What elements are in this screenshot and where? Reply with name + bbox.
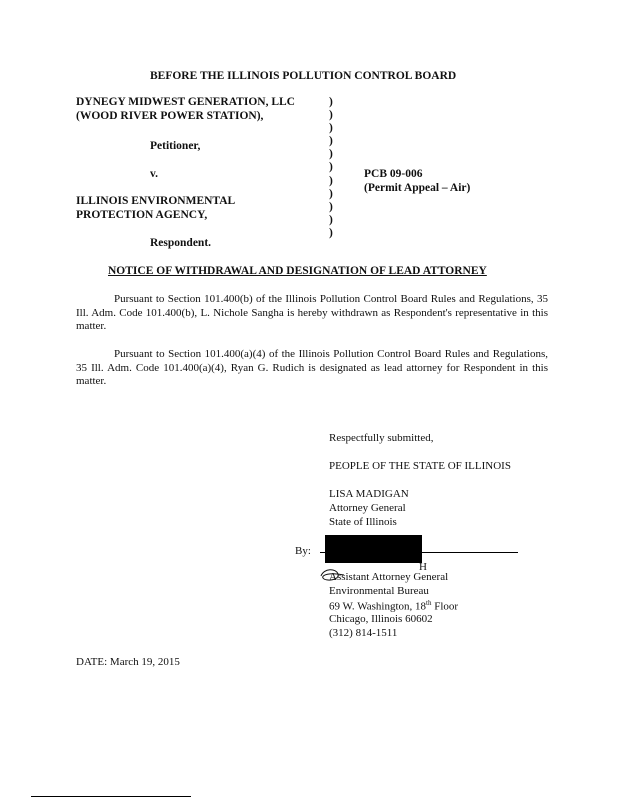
petitioner-name-line1: DYNEGY MIDWEST GENERATION, LLC [76, 96, 295, 108]
address-city: Chicago, Illinois 60602 [329, 613, 433, 625]
respondent-name-line1: ILLINOIS ENVIRONMENTAL [76, 195, 236, 207]
paren: ) [329, 226, 333, 239]
attorney-general-title: Attorney General [329, 502, 406, 514]
paren: ) [329, 161, 333, 174]
case-type: (Permit Appeal – Air) [364, 182, 471, 194]
paren: ) [329, 200, 333, 213]
signature-redaction [325, 535, 422, 563]
paren: ) [329, 96, 333, 108]
party-name: PEOPLE OF THE STATE OF ILLINOIS [329, 460, 511, 472]
paren: ) [329, 187, 333, 200]
caption-parentheses [329, 96, 333, 240]
attorney-general-state: State of Illinois [329, 516, 397, 528]
address-superscript: th [426, 599, 432, 607]
paren: ) [329, 174, 333, 187]
address-street [329, 599, 458, 613]
paren: ) [329, 148, 333, 161]
attorney-general-name: LISA MADIGAN [329, 488, 409, 500]
signer-title: Assistant Attorney General [329, 571, 449, 583]
board-heading: BEFORE THE ILLINOIS POLLUTION CONTROL BOARD [150, 70, 457, 82]
address-street-text: 69 W. Washington, 18 [329, 600, 427, 613]
closing-text: Respectfully submitted, [329, 432, 434, 444]
footnote-rule [31, 796, 191, 797]
phone-number: (312) 814-1511 [329, 627, 398, 639]
by-label: By: [295, 545, 311, 557]
versus-label: v. [150, 168, 158, 180]
signer-name-fragment: H [419, 561, 427, 573]
signature-line [320, 552, 518, 553]
notice-title: NOTICE OF WITHDRAWAL AND DESIGNATION OF LEAD ATTORNEY [108, 265, 487, 277]
case-number: PCB 09-006 [364, 168, 423, 180]
address-floor-text: Floor [431, 600, 459, 613]
bureau-name: Environmental Bureau [329, 585, 429, 597]
paren: ) [329, 213, 333, 226]
paragraph-withdrawal: Pursuant to Section 101.400(b) of the Illinois Pollution Control Board Rules and Regulations, 35 Ill. Adm. Code 101.400(b), L. Nichole Sangha is hereby withdrawn as Respondent's representative in this matter. [76, 293, 548, 332]
petitioner-name-line2: (WOOD RIVER POWER STATION), [76, 110, 264, 122]
respondent-name-line2: PROTECTION AGENCY, [76, 209, 208, 221]
respondent-label: Respondent. [150, 237, 212, 249]
paragraph-designation: Pursuant to Section 101.400(a)(4) of the Illinois Pollution Control Board Rules and Regulations, 35 Ill. Adm. Code 101.400(a)(4), Ryan G. Rudich is designated as lead attorney for Respondent in this matter. [76, 348, 548, 387]
paren: ) [329, 109, 333, 122]
petitioner-label: Petitioner, [150, 140, 201, 152]
paren: ) [329, 135, 333, 148]
paren: ) [329, 122, 333, 135]
date-line: DATE: March 19, 2015 [76, 656, 180, 668]
